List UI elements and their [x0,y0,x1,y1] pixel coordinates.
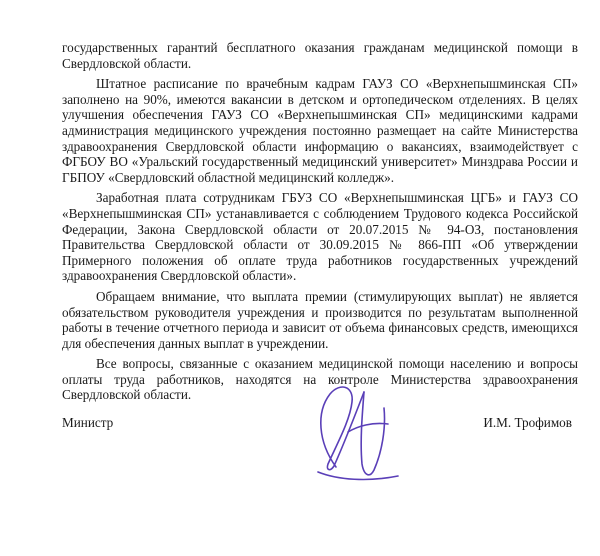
signatory-title: Министр [62,415,114,430]
paragraph-control: Все вопросы, связанные с оказанием медицинской помощи населению и вопросы оплаты труда работников, находятся на контроле Министерства здравоохранения Свердловской области. [62,356,578,403]
handwritten-signature [278,372,418,492]
signature-block [62,415,572,431]
signatory-name: И.М. Трофимов [483,415,572,430]
paragraph-bonus: Обращаем внимание, что выплата премии (стимулирующих выплат) не является обязательством руководителя учреждения и производится по результатам выполненной работы в течение отчетного периода и зависит от объема финансовых средств, имеющихся для обеспечения данных выплат в учреждении. [62,288,578,351]
paragraph-salary: Заработная плата сотрудникам ГБУЗ СО «Верхнепышминская ЦГБ» и ГАУЗ СО «Верхнепышминская СП» устанавливается с соблюдением Трудового кодекса Российской Федерации, Закона Свердловской области от 20.07.2015 № 94-ОЗ, постановления Правительства Свердловской области от 30.09.2015 № 866-ПП «Об утверждении Примерного положения об оплате труда работников государственных учреждений здравоохранения Свердловской области». [62,190,578,284]
paragraph-staffing: Штатное расписание по врачебным кадрам ГАУЗ СО «Верхнепышминская СП» заполнено на 90%, имеются вакансии в детском и ортопедическом отделениях. В целях улучшения обеспечения ГАУЗ СО «Верхнепышминская СП» медицинскими кадрами администрация медицинского учреждения постоянно размещает на сайте Министерства здравоохранения Свердловской области информацию о вакансиях, взаимодействует с ФГБОУ ВО «Уральский государственный медицинский университет» Минздрава России и ГБПОУ «Свердловский областной медицинский колледж». [62,76,578,185]
letter-body [62,40,578,408]
paragraph-continuation: государственных гарантий бесплатного оказания гражданам медицинской помощи в Свердловской области. [62,40,578,71]
